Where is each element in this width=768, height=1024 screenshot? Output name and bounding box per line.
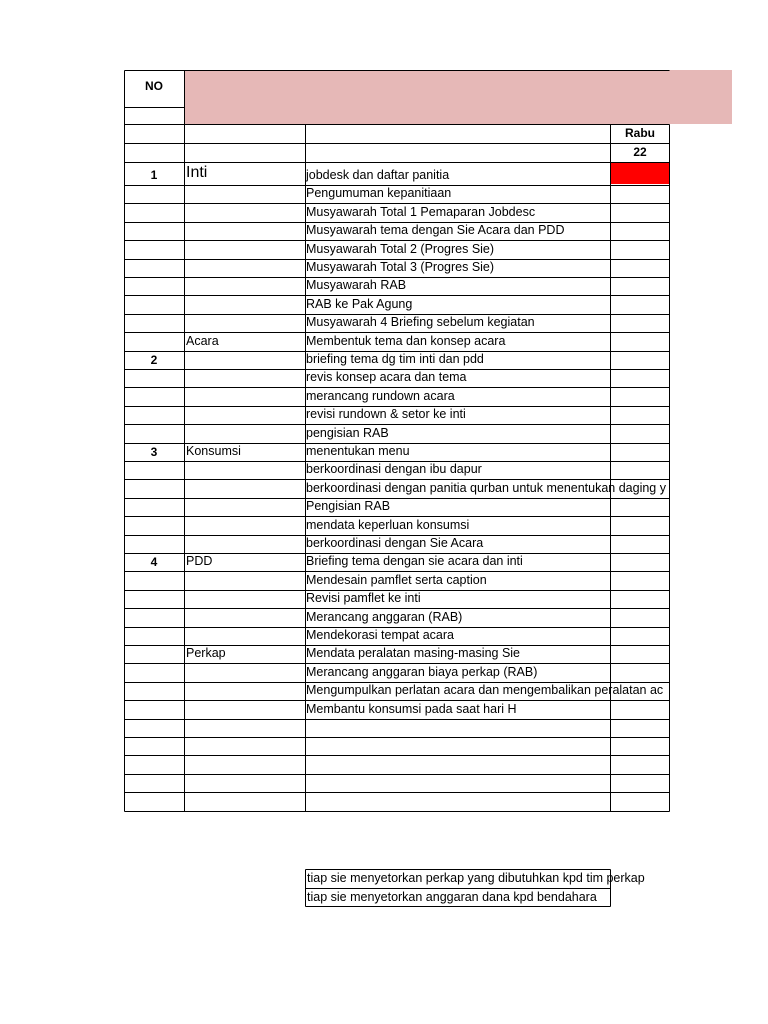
row-activity: RAB ke Pak Agung [306, 297, 413, 311]
row-activity: merancang rundown acara [306, 389, 455, 403]
note-anggaran: tiap sie menyetorkan anggaran dana kpd bendahara [307, 890, 597, 904]
row-activity: Musyawarah Total 1 Pemaparan Jobdesc [306, 205, 536, 219]
row-activity: Membantu konsumsi pada saat hari H [306, 702, 517, 716]
row-activity: Merancang anggaran biaya perkap (RAB) [306, 665, 538, 679]
row-division: Konsumsi [186, 444, 241, 458]
row-activity: Pengumuman kepanitiaan [306, 186, 452, 200]
row-number: 2 [150, 353, 158, 367]
note-perkap: tiap sie menyetorkan perkap yang dibutuhkan kpd tim perkap [307, 871, 645, 885]
row-activity: revis konsep acara dan tema [306, 370, 467, 384]
row-division: Acara [186, 334, 219, 348]
row-activity: Musyawarah Total 3 (Progres Sie) [306, 260, 495, 274]
row-activity: mendata keperluan konsumsi [306, 518, 470, 532]
header-no: NO [145, 79, 163, 93]
row-activity: berkoordinasi dengan Sie Acara [306, 536, 484, 550]
row-activity: Musyawarah 4 Briefing sebelum kegiatan [306, 315, 535, 329]
row-activity: Merancang anggaran (RAB) [306, 610, 463, 624]
row-activity: berkoordinasi dengan panitia qurban untuk menentukan daging y [306, 481, 666, 495]
header-day-name: Rabu [625, 126, 655, 140]
row-activity: Mendesain pamflet serta caption [306, 573, 487, 587]
row-activity: Revisi pamflet ke inti [306, 591, 421, 605]
row-division: Inti [186, 164, 208, 181]
row-division: PDD [186, 554, 213, 568]
row-activity: Membentuk tema dan konsep acara [306, 334, 506, 348]
row-activity: Musyawarah tema dengan Sie Acara dan PDD [306, 223, 565, 237]
row-activity: revisi rundown & setor ke inti [306, 407, 466, 421]
row-activity: Musyawarah RAB [306, 278, 407, 292]
row-activity: menentukan menu [306, 444, 410, 458]
row-activity: berkoordinasi dengan ibu dapur [306, 462, 482, 476]
row-division: Perkap [186, 646, 226, 660]
row-activity: Mengumpulkan perlatan acara dan mengembalikan peralatan ac [306, 683, 664, 697]
row-activity: jobdesk dan daftar panitia [306, 168, 450, 182]
row-activity: Briefing tema dengan sie acara dan inti [306, 554, 523, 568]
row-activity: Musyawarah Total 2 (Progres Sie) [306, 242, 495, 256]
header-day-number: 22 [633, 145, 647, 159]
row-activity: Mendekorasi tempat acara [306, 628, 454, 642]
row-number: 1 [150, 168, 158, 182]
row-number: 4 [150, 555, 158, 569]
row-activity: Pengisian RAB [306, 499, 391, 513]
row-activity: Mendata peralatan masing-masing Sie [306, 646, 521, 660]
row-activity: pengisian RAB [306, 426, 389, 440]
row-number: 3 [150, 445, 158, 459]
row-activity: briefing tema dg tim inti dan pdd [306, 352, 484, 366]
